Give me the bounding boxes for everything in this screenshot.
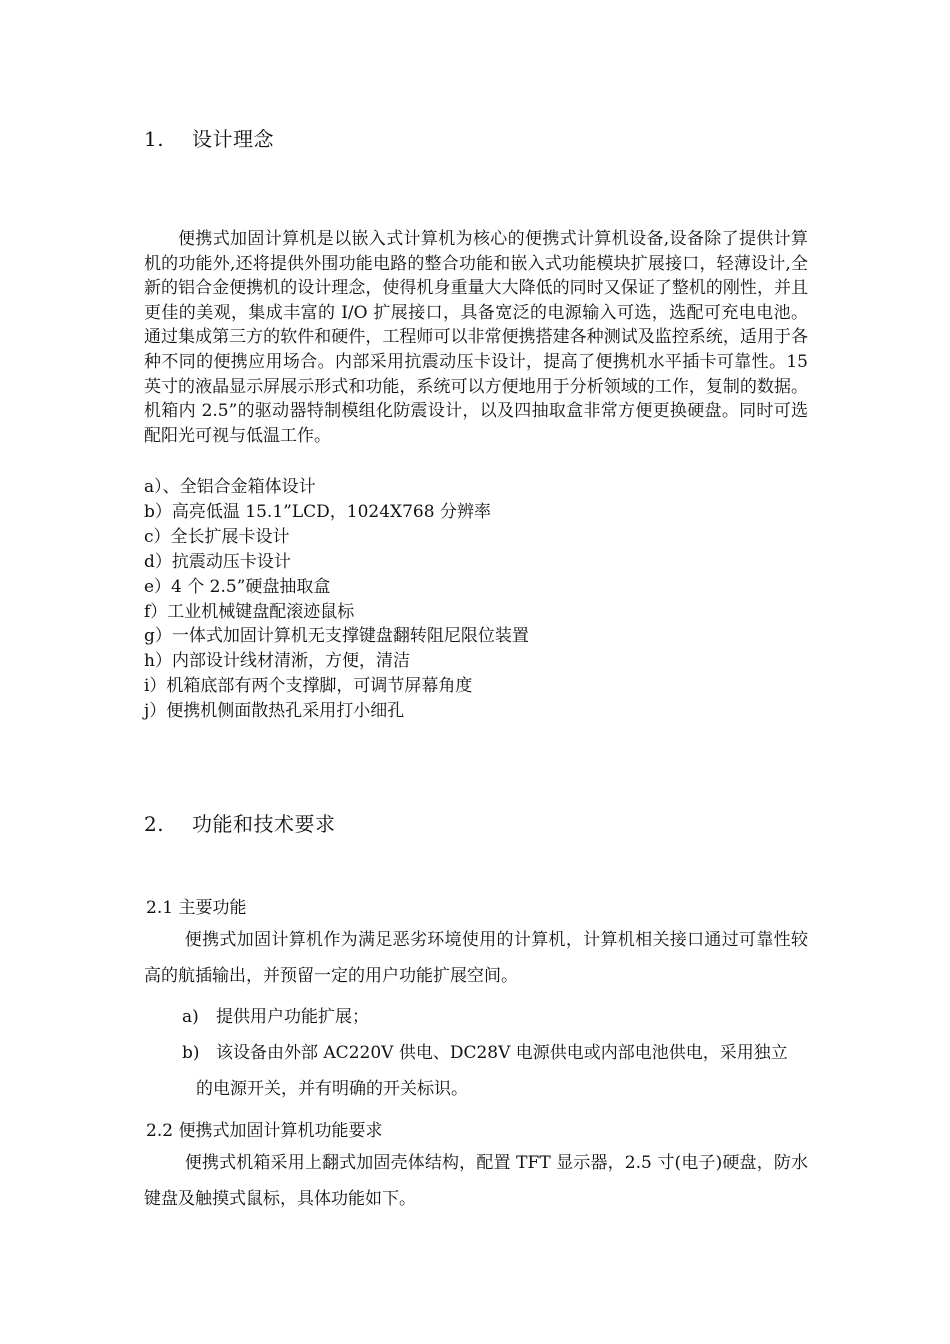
item-marker: b) — [182, 1043, 200, 1063]
section-1-paragraph: 便携式加固计算机是以嵌入式计算机为核心的便携式计算机设备,设备除了提供计算机的功能外,还将提供外围功能电路的整合功能和嵌入式功能模块扩展接口，轻薄设计,全新的铝合金便携机的设计理念，使得机身重量大大降低的同时又保证了整机的刚性，并且更佳的美观，集成丰富的 I/O 扩展接口，具备宽泛的电源输入可选，选配可充电电池。通过集成第三方的软件和硬件，工程师可以非常便携搭建各种测试及监控系统，适用于各种不同的便携应用场合。内部采用抗震动压卡设计，提高了便携机水平插卡可靠性。15 英寸的液晶显示屏展示形式和功能，系统可以方便地用于分析领域的工作，复制的数据。机箱内 2.5”的驱动器特制模组化防震设计，以及四抽取盒非常方便更换硬盘。同时可选配阳光可视与低温工作。 — [144, 229, 808, 446]
requirement-item-b — [182, 1036, 808, 1107]
section-1-number: 1. — [144, 127, 165, 151]
feature-item: e）4 个 2.5”硬盘抽取盒 — [144, 576, 331, 597]
item-text: 提供用户功能扩展； — [216, 1007, 369, 1027]
section-2-title: 功能和技术要求 — [192, 812, 336, 836]
feature-item: a）、全铝合金箱体设计 — [144, 477, 316, 497]
feature-item: i）机箱底部有两个支撑脚，可调节屏幕角度 — [144, 676, 473, 697]
item-marker: a) — [182, 1007, 199, 1027]
feature-item: b）高亮低温 15.1”LCD，1024X768 分辨率 — [144, 501, 491, 522]
feature-item: f）工业机械键盘配滚迹鼠标 — [144, 601, 355, 622]
item-text: 该设备由外部 AC220V 供电、DC28V 电源供电或内部电池供电，采用独立 — [216, 1043, 788, 1063]
subsection-2-2-paragraph: 便携式机箱采用上翻式加固壳体结构，配置 TFT 显示器，2.5 寸(电子)硬盘，防水键盘及触摸式鼠标，具体功能如下。 — [144, 1153, 808, 1209]
section-1-title: 设计理念 — [192, 127, 274, 151]
subsection-2-2-heading: 2.2 便携式加固计算机功能要求 — [146, 1121, 383, 1141]
section-2-heading — [144, 808, 336, 837]
subsection-2-1-heading: 2.1 主要功能 — [146, 898, 247, 918]
subsection-2-1-paragraph: 便携式加固计算机作为满足恶劣环境使用的计算机，计算机相关接口通过可靠性较高的航插输出，并预留一定的用户功能扩展空间。 — [144, 930, 808, 986]
feature-list — [144, 475, 529, 724]
feature-item: h）内部设计线材清淅，方便，清洁 — [144, 651, 410, 672]
feature-item: c）全长扩展卡设计 — [144, 526, 290, 547]
section-2-number: 2. — [144, 812, 165, 836]
feature-item: g）一体式加固计算机无支撑键盘翻转阻尼限位装置 — [144, 626, 529, 647]
feature-item: d）抗震动压卡设计 — [144, 551, 291, 572]
requirement-item-a — [182, 1000, 808, 1036]
feature-item: j）便携机侧面散热孔采用打小细孔 — [144, 701, 405, 722]
item-text-continuation: 的电源开关，并有明确的开关标识。 — [196, 1078, 468, 1099]
section-1-heading — [144, 123, 274, 152]
